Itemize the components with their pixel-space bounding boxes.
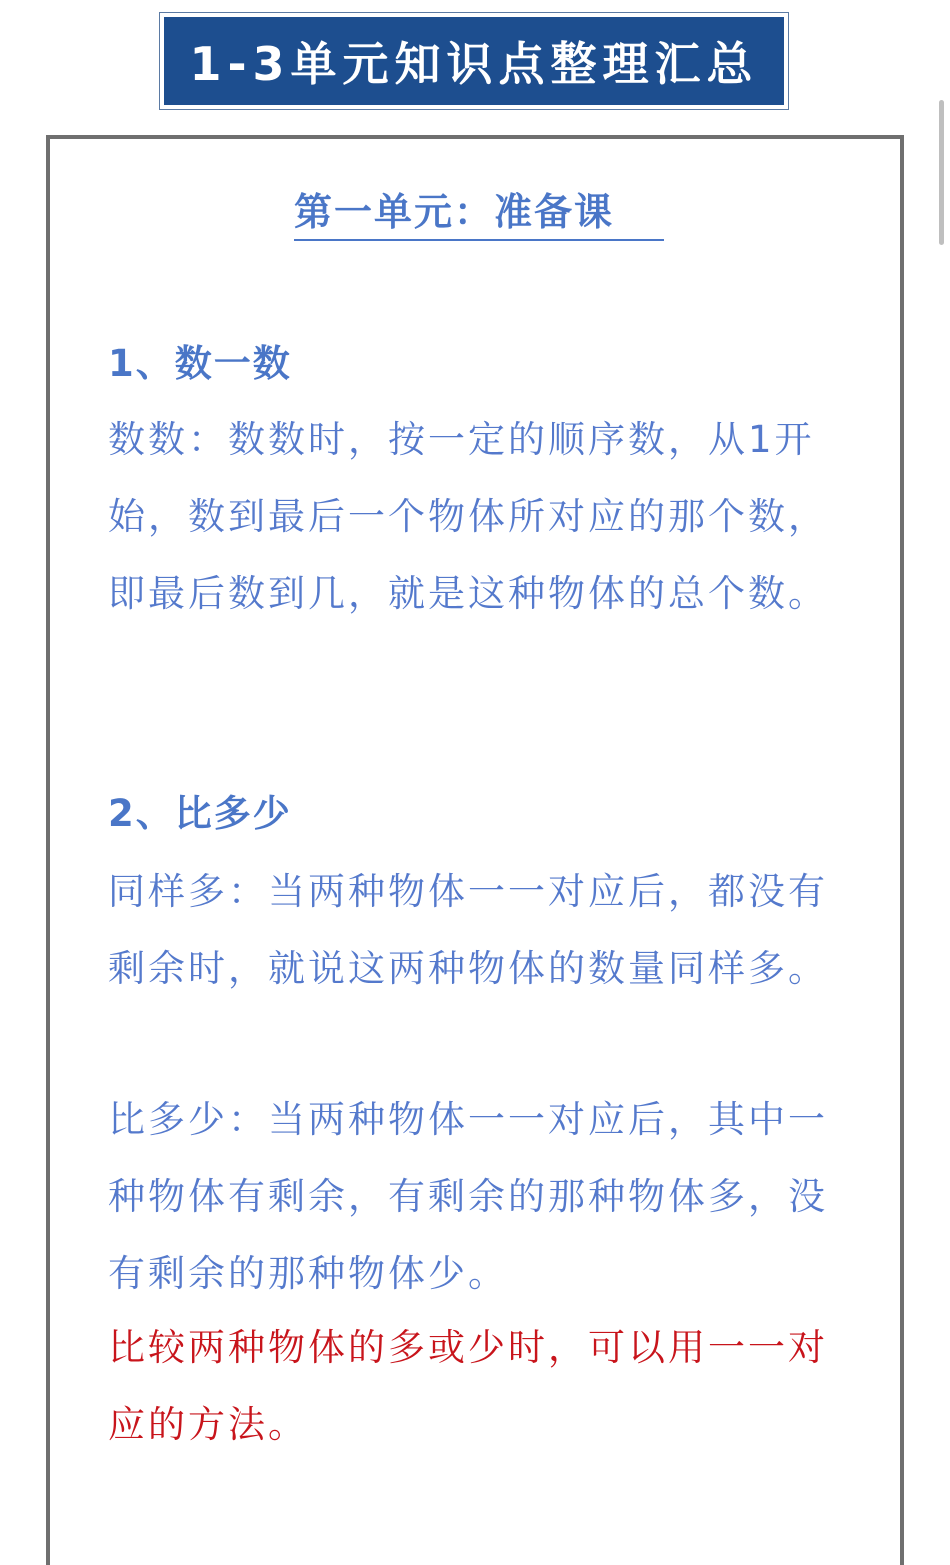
content-frame <box>46 135 904 1565</box>
section-heading-compare: 2、比多少 <box>108 792 292 835</box>
unit-heading: 第一单元：准备课 <box>294 187 664 241</box>
paragraph-same-amount: 同样多：当两种物体一一对应后，都没有剩余时，就说这两种物体的数量同样多。 <box>108 870 828 990</box>
scrollbar-thumb[interactable] <box>939 100 944 245</box>
title-banner <box>159 12 789 110</box>
paragraph-counting: 数数：数数时，按一定的顺序数，从1开始，数到最后一个物体所对应的那个数，即最后数到几，就是这种物体的总个数。 <box>108 418 828 615</box>
page-title: 1-3单元知识点整理汇总 <box>164 17 784 105</box>
paragraph-more-less: 比多少：当两种物体一一对应后，其中一种物体有剩余，有剩余的那种物体多，没有剩余的那种物体少。 <box>108 1098 828 1295</box>
section-heading-count: 1、数一数 <box>108 342 292 385</box>
highlight-method: 比较两种物体的多或少时，可以用一一对应的方法。 <box>108 1326 828 1446</box>
